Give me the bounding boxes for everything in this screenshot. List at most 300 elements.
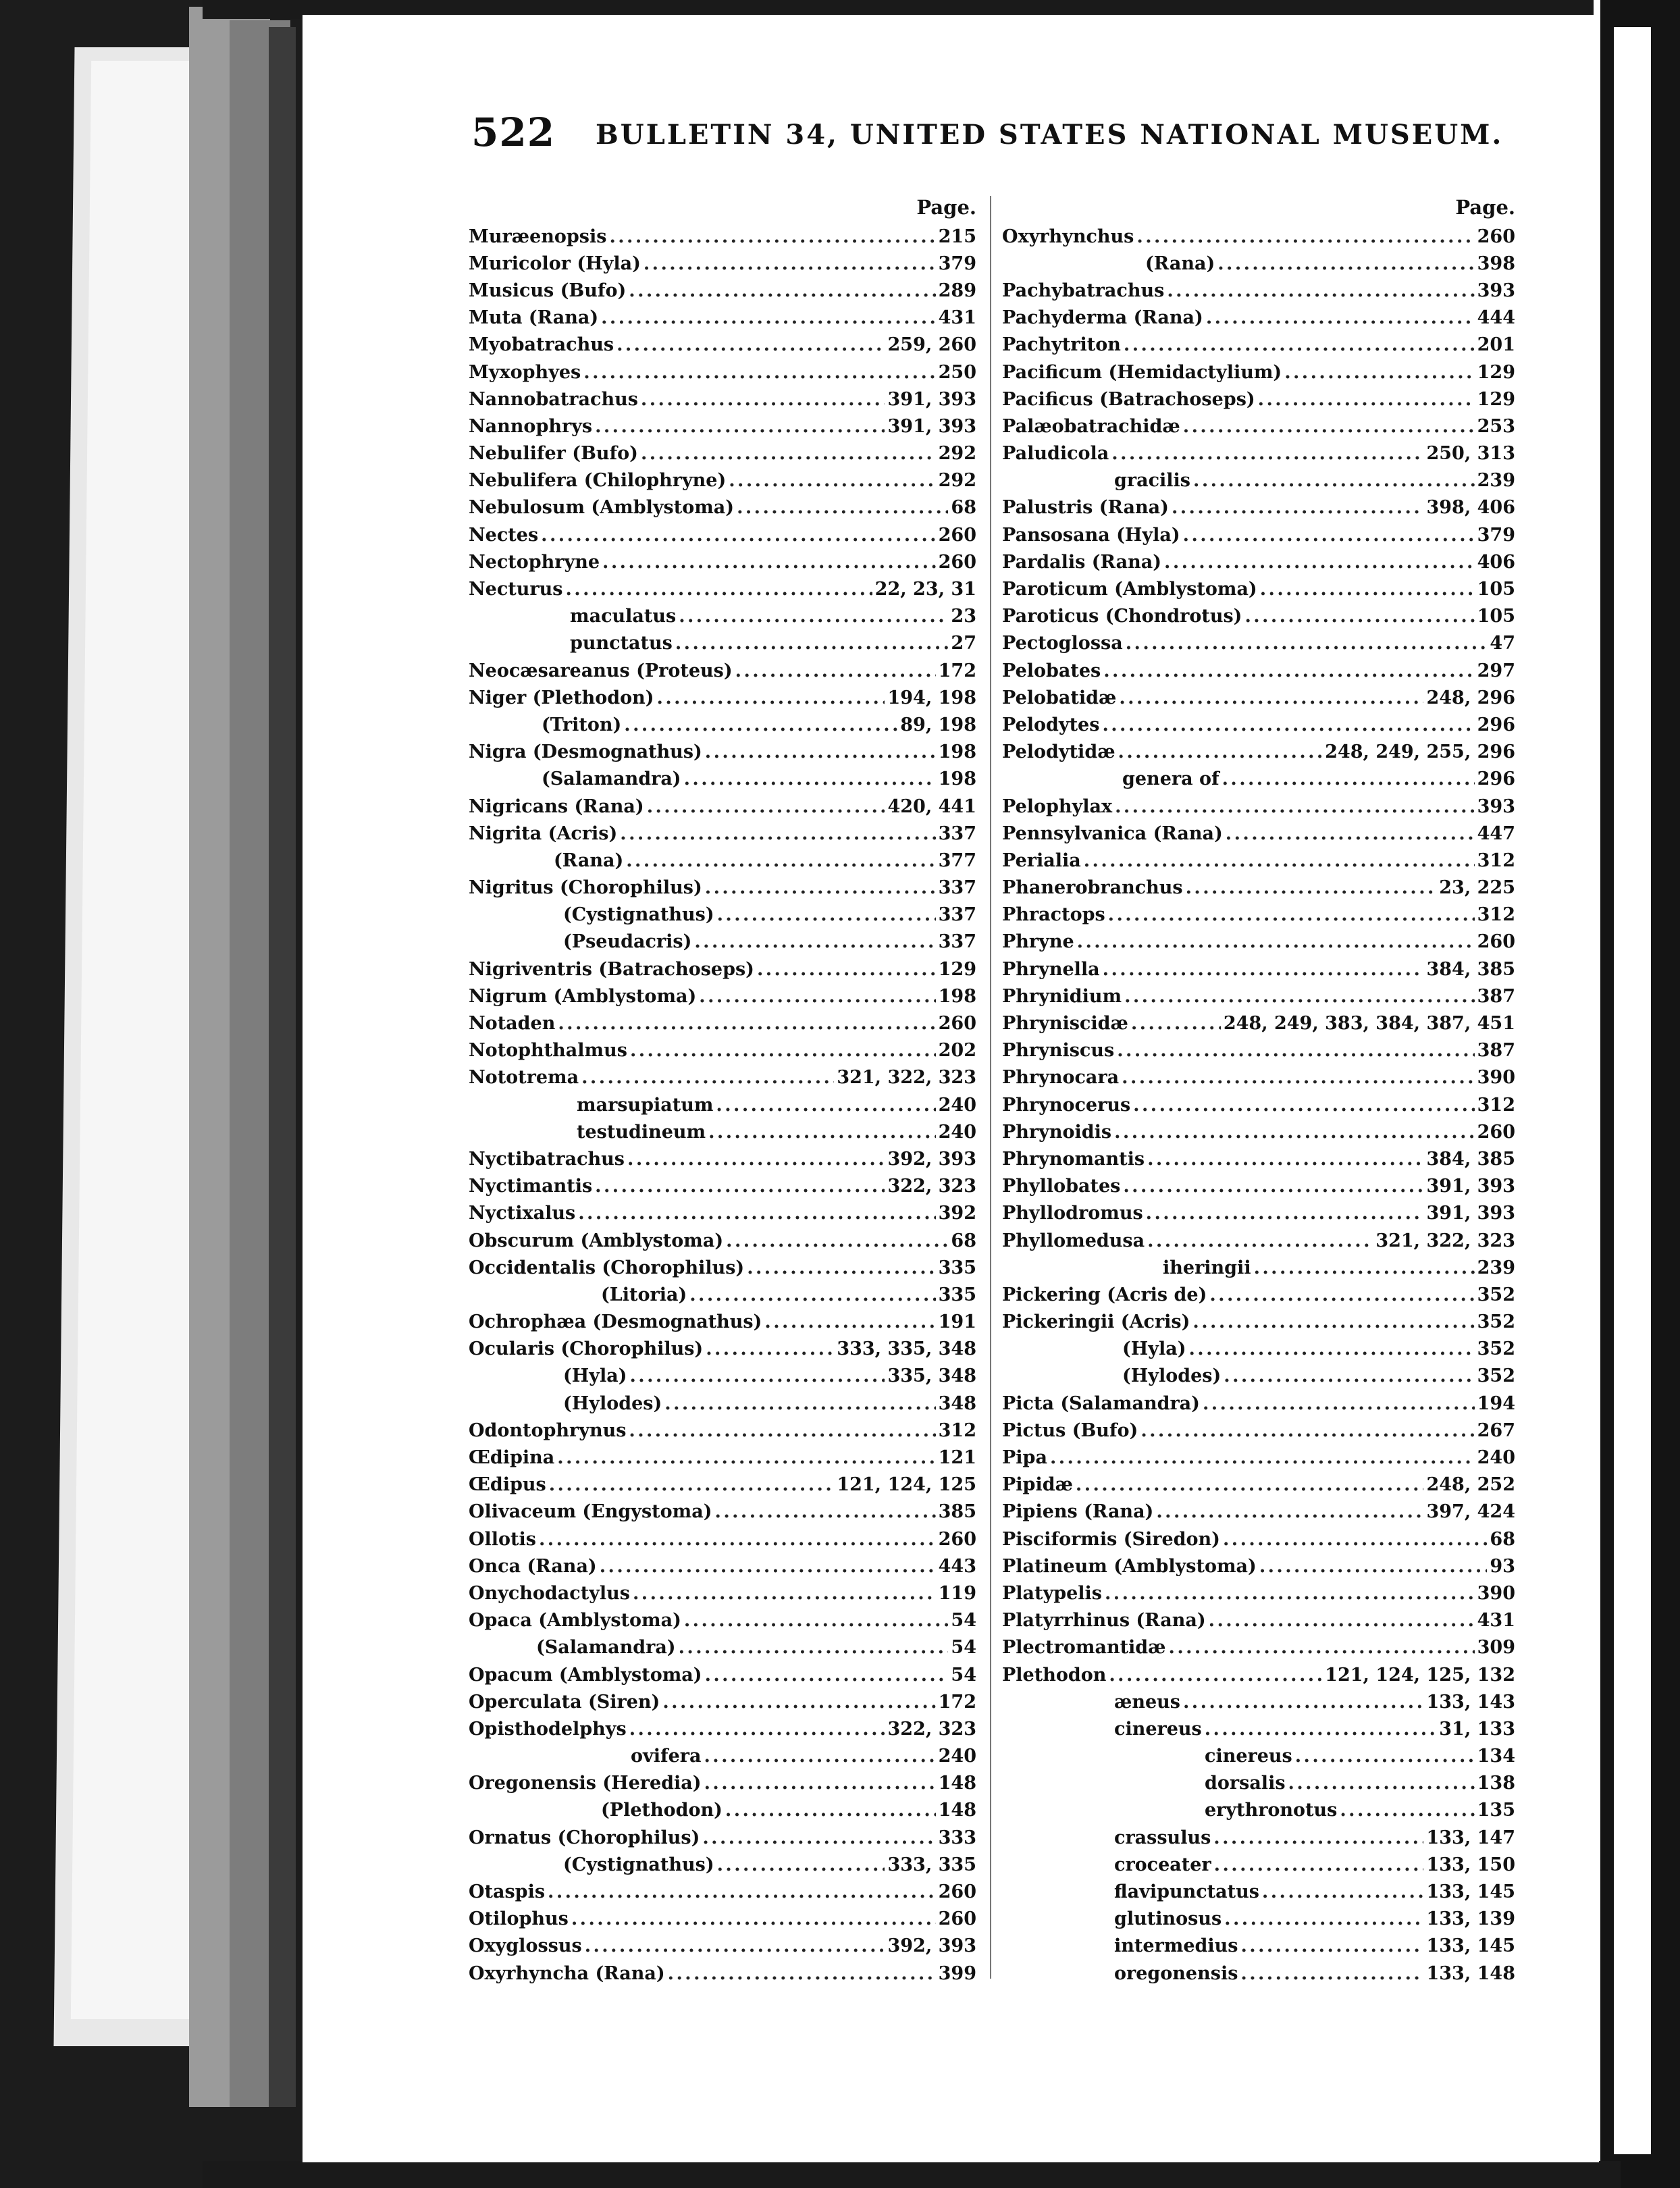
- entry-pages: 248, 249, 255, 296: [1325, 741, 1515, 763]
- index-entry: [469, 1064, 976, 1091]
- index-entry: [1002, 1743, 1515, 1770]
- dot-leader: [689, 1284, 935, 1305]
- index-entry: [469, 494, 976, 521]
- entry-pages: 398, 406: [1426, 497, 1515, 519]
- dot-leader: [1103, 660, 1474, 681]
- entry-pages: 260: [1477, 1121, 1515, 1143]
- entry-name: Pelodytidæ: [1002, 741, 1115, 763]
- index-entry: [469, 847, 976, 874]
- dot-leader: [679, 606, 948, 627]
- entry-pages: 248, 296: [1426, 687, 1515, 708]
- dot-leader: [715, 1501, 936, 1522]
- entry-pages: 260: [1477, 931, 1515, 953]
- index-entry: [1002, 359, 1515, 386]
- entry-pages: 135: [1477, 1800, 1515, 1821]
- index-entry: [1002, 1851, 1515, 1878]
- dot-leader: [704, 1746, 935, 1767]
- entry-name: Phractops: [1002, 904, 1105, 926]
- index-entry: [1002, 956, 1515, 983]
- entry-name: Nototrema: [469, 1067, 579, 1089]
- index-entry: [469, 332, 976, 359]
- entry-pages: 129: [1477, 388, 1515, 410]
- dot-leader: [1117, 1040, 1474, 1061]
- entry-name: Nebulifera (Chilophryne): [469, 470, 727, 492]
- entry-pages: 391, 393: [887, 388, 976, 410]
- entry-name: Muricolor (Hyla): [469, 253, 641, 274]
- entry-pages: 398: [1477, 253, 1515, 274]
- entry-pages: 352: [1477, 1311, 1515, 1333]
- index-entry: [469, 902, 976, 929]
- entry-name: æneus: [1114, 1691, 1180, 1713]
- entry-pages: 133, 145: [1426, 1935, 1515, 1957]
- entry-name: Pickering (Acris de): [1002, 1284, 1207, 1305]
- entry-name: Necturus: [469, 579, 563, 600]
- entry-name: (Litoria): [601, 1284, 687, 1305]
- entry-pages: 54: [951, 1637, 976, 1659]
- entry-pages: 68: [951, 1230, 976, 1251]
- entry-pages: 133, 145: [1426, 1881, 1515, 1903]
- entry-pages: 133, 139: [1426, 1908, 1515, 1930]
- entry-pages: 260: [938, 1013, 976, 1035]
- index-entry: [1002, 386, 1515, 413]
- entry-pages: 148: [938, 1800, 976, 1821]
- index-entry: [1002, 875, 1515, 902]
- entry-pages: 420, 441: [887, 796, 976, 817]
- entry-pages: 133, 148: [1426, 1962, 1515, 1984]
- dot-leader: [1340, 1800, 1474, 1821]
- entry-name: Pachybatrachus: [1002, 280, 1165, 301]
- index-entry: [1002, 494, 1515, 521]
- index-entry: [469, 1634, 976, 1661]
- entry-name: Pacificum (Hemidactylium): [1002, 361, 1282, 383]
- dot-leader: [704, 1773, 936, 1794]
- dot-leader: [1105, 1583, 1475, 1604]
- dot-leader: [1147, 1230, 1373, 1251]
- entry-pages: 352: [1477, 1284, 1515, 1305]
- index-entry: [1002, 1091, 1515, 1118]
- entry-name: (Pseudacris): [563, 931, 692, 953]
- entry-pages: 148: [938, 1773, 976, 1794]
- entry-pages: 54: [951, 1664, 976, 1686]
- index-entry: [1002, 1661, 1515, 1688]
- index-entry: [469, 929, 976, 956]
- entry-pages: 239: [1477, 470, 1515, 492]
- entry-name: Phanerobranchus: [1002, 877, 1183, 899]
- dot-leader: [1206, 307, 1475, 328]
- entry-name: Nigriventris (Batrachoseps): [469, 958, 754, 980]
- dot-leader: [558, 1013, 935, 1034]
- index-entry: [1002, 630, 1515, 657]
- entry-name: Nyctibatrachus: [469, 1148, 625, 1170]
- index-entry: [1002, 820, 1515, 847]
- entry-name: Obscurum (Amblystoma): [469, 1230, 724, 1251]
- index-entry: [469, 1553, 976, 1580]
- dot-leader: [602, 552, 936, 573]
- entry-name: flavipunctatus: [1114, 1881, 1259, 1903]
- entry-pages: 260: [938, 524, 976, 546]
- index-entry: [469, 1851, 976, 1878]
- index-entry: [1002, 250, 1515, 277]
- dot-leader: [684, 769, 936, 789]
- entry-name: (Rana): [1145, 253, 1215, 274]
- entry-name: glutinosus: [1114, 1908, 1222, 1930]
- entry-name: Notophthalmus: [469, 1040, 627, 1062]
- entry-name: Myxophyes: [469, 361, 581, 383]
- entry-pages: 134: [1477, 1746, 1515, 1767]
- dot-leader: [1223, 1529, 1487, 1550]
- entry-pages: 309: [1477, 1637, 1515, 1659]
- dot-leader: [1126, 633, 1488, 654]
- dot-leader: [706, 1338, 834, 1359]
- entry-name: Muræenopsis: [469, 226, 607, 247]
- entry-name: Pipa: [1002, 1447, 1047, 1469]
- entry-pages: 333, 335: [887, 1854, 976, 1875]
- entry-pages: 239: [1477, 1257, 1515, 1278]
- entry-name: iheringii: [1163, 1257, 1251, 1278]
- index-entry: [1002, 1715, 1515, 1742]
- entry-pages: 406: [1477, 551, 1515, 573]
- entry-name: Oxyrhynchus: [1002, 226, 1134, 247]
- dot-leader: [1183, 525, 1475, 546]
- dot-leader: [708, 1122, 936, 1143]
- dot-leader: [609, 226, 935, 247]
- index-entry: [1002, 657, 1515, 684]
- dot-leader: [630, 1040, 936, 1061]
- torn-page-edge: [1614, 27, 1651, 2154]
- entry-name: Pachytriton: [1002, 334, 1121, 356]
- entry-pages: 333, 335, 348: [837, 1338, 976, 1360]
- dot-leader: [633, 1583, 936, 1604]
- entry-pages: 399: [938, 1962, 976, 1984]
- entry-name: Olivaceum (Engystoma): [469, 1501, 712, 1523]
- index-entry: [469, 1010, 976, 1037]
- entry-name: (Plethodon): [601, 1800, 723, 1821]
- index-entry: [1002, 1444, 1515, 1471]
- index-entry: [469, 1091, 976, 1118]
- entry-name: Ochrophæa (Desmognathus): [469, 1311, 762, 1333]
- entry-name: Pansosana (Hyla): [1002, 524, 1180, 546]
- entry-name: oregonensis: [1114, 1962, 1238, 1984]
- entry-pages: 191: [938, 1311, 976, 1333]
- dot-leader: [705, 1665, 949, 1686]
- dot-leader: [557, 1447, 935, 1468]
- entry-pages: 337: [938, 904, 976, 926]
- dot-leader: [662, 1692, 935, 1713]
- dot-leader: [1147, 1149, 1423, 1170]
- entry-name: Paroticus (Chondrotus): [1002, 606, 1242, 627]
- index-entry: [1002, 1227, 1515, 1254]
- entry-pages: 387: [1477, 1040, 1515, 1062]
- dot-leader: [1213, 1827, 1423, 1848]
- entry-name: Plectromantidæ: [1002, 1637, 1166, 1659]
- index-entry: [469, 1526, 976, 1553]
- entry-pages: 392: [938, 1203, 976, 1224]
- entry-pages: 260: [1477, 226, 1515, 247]
- index-entry: [1002, 440, 1515, 467]
- page-column-label: Page.: [916, 196, 976, 219]
- entry-pages: 23, 225: [1439, 877, 1515, 899]
- dot-leader: [1254, 1257, 1475, 1278]
- entry-pages: 119: [938, 1582, 976, 1604]
- index-entry: [1002, 1824, 1515, 1851]
- dot-leader: [699, 986, 935, 1007]
- index-entry: [1002, 332, 1515, 359]
- index-entry: [1002, 1309, 1515, 1336]
- entry-pages: 133, 150: [1426, 1854, 1515, 1875]
- entry-name: Œdipina: [469, 1447, 555, 1469]
- entry-pages: 23: [951, 606, 976, 627]
- index-entry: [469, 575, 976, 602]
- entry-pages: 240: [1477, 1447, 1515, 1469]
- entry-name: Pelodytes: [1002, 714, 1100, 735]
- dot-leader: [629, 280, 935, 301]
- page-column-label: Page.: [1455, 196, 1515, 219]
- index-entry: [1002, 793, 1515, 820]
- entry-name: Nigrum (Amblystoma): [469, 985, 697, 1007]
- index-entry: [469, 1145, 976, 1172]
- index-entry: [469, 1227, 976, 1254]
- dot-leader: [620, 823, 935, 844]
- entry-pages: 337: [938, 931, 976, 953]
- entry-name: Opaca (Amblystoma): [469, 1610, 681, 1632]
- dot-leader: [1102, 714, 1474, 735]
- entry-name: Ocularis (Chorophilus): [469, 1338, 704, 1360]
- dot-leader: [629, 1719, 885, 1740]
- dot-leader: [1076, 1474, 1424, 1495]
- index-entry: [1002, 1607, 1515, 1634]
- entry-pages: 172: [938, 660, 976, 681]
- entry-name: Onychodactylus: [469, 1582, 630, 1604]
- index-entry: [469, 983, 976, 1010]
- entry-name: Paroticum (Amblystoma): [1002, 579, 1257, 600]
- dot-leader: [600, 1556, 936, 1577]
- index-entry: [1002, 766, 1515, 793]
- entry-name: Otaspis: [469, 1881, 546, 1903]
- entry-name: Niger (Plethodon): [469, 687, 654, 708]
- dot-leader: [1136, 226, 1474, 247]
- dot-leader: [657, 687, 885, 708]
- entry-name: intermedius: [1114, 1935, 1238, 1957]
- entry-pages: 337: [938, 823, 976, 844]
- index-entry: [469, 386, 976, 413]
- entry-pages: 335: [938, 1284, 976, 1305]
- dot-leader: [595, 1176, 885, 1197]
- index-entry: [1002, 575, 1515, 602]
- index-entry: [469, 467, 976, 494]
- index-entry: [1002, 1471, 1515, 1499]
- entry-name: Phryne: [1002, 931, 1074, 953]
- dot-leader: [1122, 1067, 1474, 1088]
- index-entry: [1002, 929, 1515, 956]
- entry-pages: 47: [1490, 633, 1515, 654]
- index-entry: [469, 657, 976, 684]
- entry-pages: 250, 313: [1426, 443, 1515, 465]
- entry-pages: 297: [1477, 660, 1515, 681]
- dot-leader: [583, 362, 935, 383]
- entry-pages: 133, 147: [1426, 1827, 1515, 1848]
- dot-leader: [1131, 1013, 1221, 1034]
- entry-name: Pelobatidæ: [1002, 687, 1117, 708]
- entry-name: croceater: [1114, 1854, 1211, 1875]
- dot-leader: [1262, 1881, 1424, 1902]
- entry-pages: 447: [1477, 823, 1515, 844]
- dot-leader: [1119, 687, 1423, 708]
- entry-pages: 260: [938, 1881, 976, 1903]
- index-entry: [1002, 1797, 1515, 1824]
- entry-pages: 312: [1477, 1094, 1515, 1116]
- index-entry: [469, 1281, 976, 1308]
- entry-pages: 194, 198: [887, 687, 976, 708]
- entry-name: Pelophylax: [1002, 796, 1113, 817]
- index-entry: [1002, 1390, 1515, 1417]
- entry-pages: 215: [938, 226, 976, 247]
- entry-name: Nyctimantis: [469, 1176, 593, 1197]
- document-page: [303, 15, 1599, 2162]
- index-entry: [469, 956, 976, 983]
- index-entry: [469, 630, 976, 657]
- entry-pages: 431: [938, 307, 976, 329]
- entry-pages: 352: [1477, 1338, 1515, 1360]
- entry-pages: 393: [1477, 280, 1515, 301]
- index-entry: [1002, 1281, 1515, 1308]
- entry-name: Oxyrhyncha (Rana): [469, 1962, 665, 1984]
- dot-leader: [1183, 1692, 1424, 1713]
- dot-leader: [747, 1257, 935, 1278]
- index-entry: [469, 684, 976, 711]
- entry-name: Pictus (Bufo): [1002, 1419, 1138, 1441]
- dot-leader: [1258, 389, 1475, 410]
- dot-leader: [668, 1963, 936, 1984]
- entry-name: Neocæsareanus (Proteus): [469, 660, 733, 681]
- index-entry: [469, 739, 976, 766]
- entry-pages: 248, 252: [1426, 1474, 1515, 1496]
- entry-name: Nyctixalus: [469, 1203, 576, 1224]
- entry-pages: 379: [1477, 524, 1515, 546]
- index-entry: [1002, 847, 1515, 874]
- entry-name: Picta (Salamandra): [1002, 1392, 1200, 1414]
- index-entry: [469, 359, 976, 386]
- index-entry: [469, 1499, 976, 1526]
- index-entry: [469, 1118, 976, 1145]
- dot-leader: [629, 1420, 935, 1441]
- entry-name: Phrynocara: [1002, 1067, 1120, 1089]
- dot-leader: [705, 877, 936, 898]
- index-entry: [1002, 902, 1515, 929]
- index-entry: [469, 440, 976, 467]
- entry-name: Phyllomedusa: [1002, 1230, 1145, 1251]
- dot-leader: [541, 525, 935, 546]
- entry-pages: 138: [1477, 1773, 1515, 1794]
- dot-leader: [764, 1311, 935, 1332]
- entry-pages: 68: [951, 497, 976, 519]
- entry-pages: 201: [1477, 334, 1515, 356]
- index-entry: [1002, 1526, 1515, 1553]
- entry-pages: 105: [1477, 606, 1515, 627]
- entry-name: genera of: [1122, 769, 1219, 790]
- dot-leader: [647, 796, 885, 817]
- entry-name: Operculata (Siren): [469, 1691, 660, 1713]
- index-entry: [1002, 711, 1515, 738]
- dot-leader: [624, 714, 897, 735]
- entry-name: (Hylodes): [1122, 1365, 1222, 1387]
- entry-pages: 198: [938, 741, 976, 763]
- dot-leader: [1203, 1393, 1475, 1414]
- entry-name: (Cystignathus): [563, 904, 714, 926]
- dot-leader: [1193, 470, 1475, 491]
- entry-pages: 390: [1477, 1067, 1515, 1089]
- entry-pages: 397, 424: [1426, 1501, 1515, 1523]
- entry-pages: 240: [938, 1121, 976, 1143]
- dot-leader: [585, 1935, 885, 1956]
- entry-pages: 202: [938, 1040, 976, 1062]
- index-entry: [469, 1580, 976, 1607]
- entry-pages: 312: [1477, 904, 1515, 926]
- dot-leader: [1240, 1963, 1423, 1984]
- index-entry: [1002, 277, 1515, 304]
- index-entry: [469, 711, 976, 738]
- entry-pages: 335: [938, 1257, 976, 1278]
- entry-name: Nannobatrachus: [469, 388, 638, 410]
- dot-leader: [1183, 416, 1475, 437]
- page-header: [471, 109, 1552, 163]
- entry-pages: 348: [938, 1392, 976, 1414]
- dot-leader: [1124, 334, 1475, 355]
- entry-pages: 259, 260: [887, 334, 976, 356]
- entry-name: Nectes: [469, 524, 539, 546]
- entry-pages: 322, 323: [887, 1718, 976, 1740]
- entry-pages: 292: [938, 470, 976, 492]
- entry-name: Nectophryne: [469, 551, 600, 573]
- entry-name: (Rana): [554, 850, 624, 871]
- entry-name: Nebulosum (Amblystoma): [469, 497, 735, 519]
- index-entry: [469, 1878, 976, 1905]
- index-entry: [1002, 1118, 1515, 1145]
- entry-name: (Salamandra): [542, 769, 681, 790]
- dot-leader: [1214, 1854, 1424, 1875]
- entry-name: Pachyderma (Rana): [1002, 307, 1203, 329]
- index-entry: [469, 250, 976, 277]
- entry-pages: 133, 143: [1426, 1691, 1515, 1713]
- entry-name: ovifera: [631, 1746, 702, 1767]
- dot-leader: [548, 1881, 936, 1902]
- dot-leader: [1167, 280, 1474, 301]
- entry-name: Phrynocerus: [1002, 1094, 1131, 1116]
- dot-leader: [1205, 1719, 1437, 1740]
- entry-pages: 337: [938, 877, 976, 899]
- entry-pages: 296: [1477, 714, 1515, 735]
- entry-pages: 321, 322, 323: [1375, 1230, 1515, 1251]
- entry-name: Platyrrhinus (Rana): [1002, 1610, 1206, 1632]
- entry-name: Occidentalis (Chorophilus): [469, 1257, 745, 1278]
- entry-pages: 194: [1477, 1392, 1515, 1414]
- dot-leader: [1244, 606, 1474, 627]
- index-entry: [469, 1933, 976, 1960]
- index-entry: [1002, 305, 1515, 332]
- entry-pages: 105: [1477, 579, 1515, 600]
- entry-pages: 312: [938, 1419, 976, 1441]
- index-entry: [1002, 1417, 1515, 1444]
- index-entry: [1002, 983, 1515, 1010]
- entry-name: Palæobatrachidæ: [1002, 415, 1180, 437]
- entry-name: Musicus (Bufo): [469, 280, 627, 301]
- entry-pages: 312: [1477, 850, 1515, 871]
- index-entry: [1002, 739, 1515, 766]
- index-column-right: [1002, 192, 1515, 1987]
- entry-pages: 431: [1477, 1610, 1515, 1632]
- entry-pages: 443: [938, 1555, 976, 1577]
- entry-pages: 322, 323: [887, 1176, 976, 1197]
- entry-name: Myobatrachus: [469, 334, 614, 356]
